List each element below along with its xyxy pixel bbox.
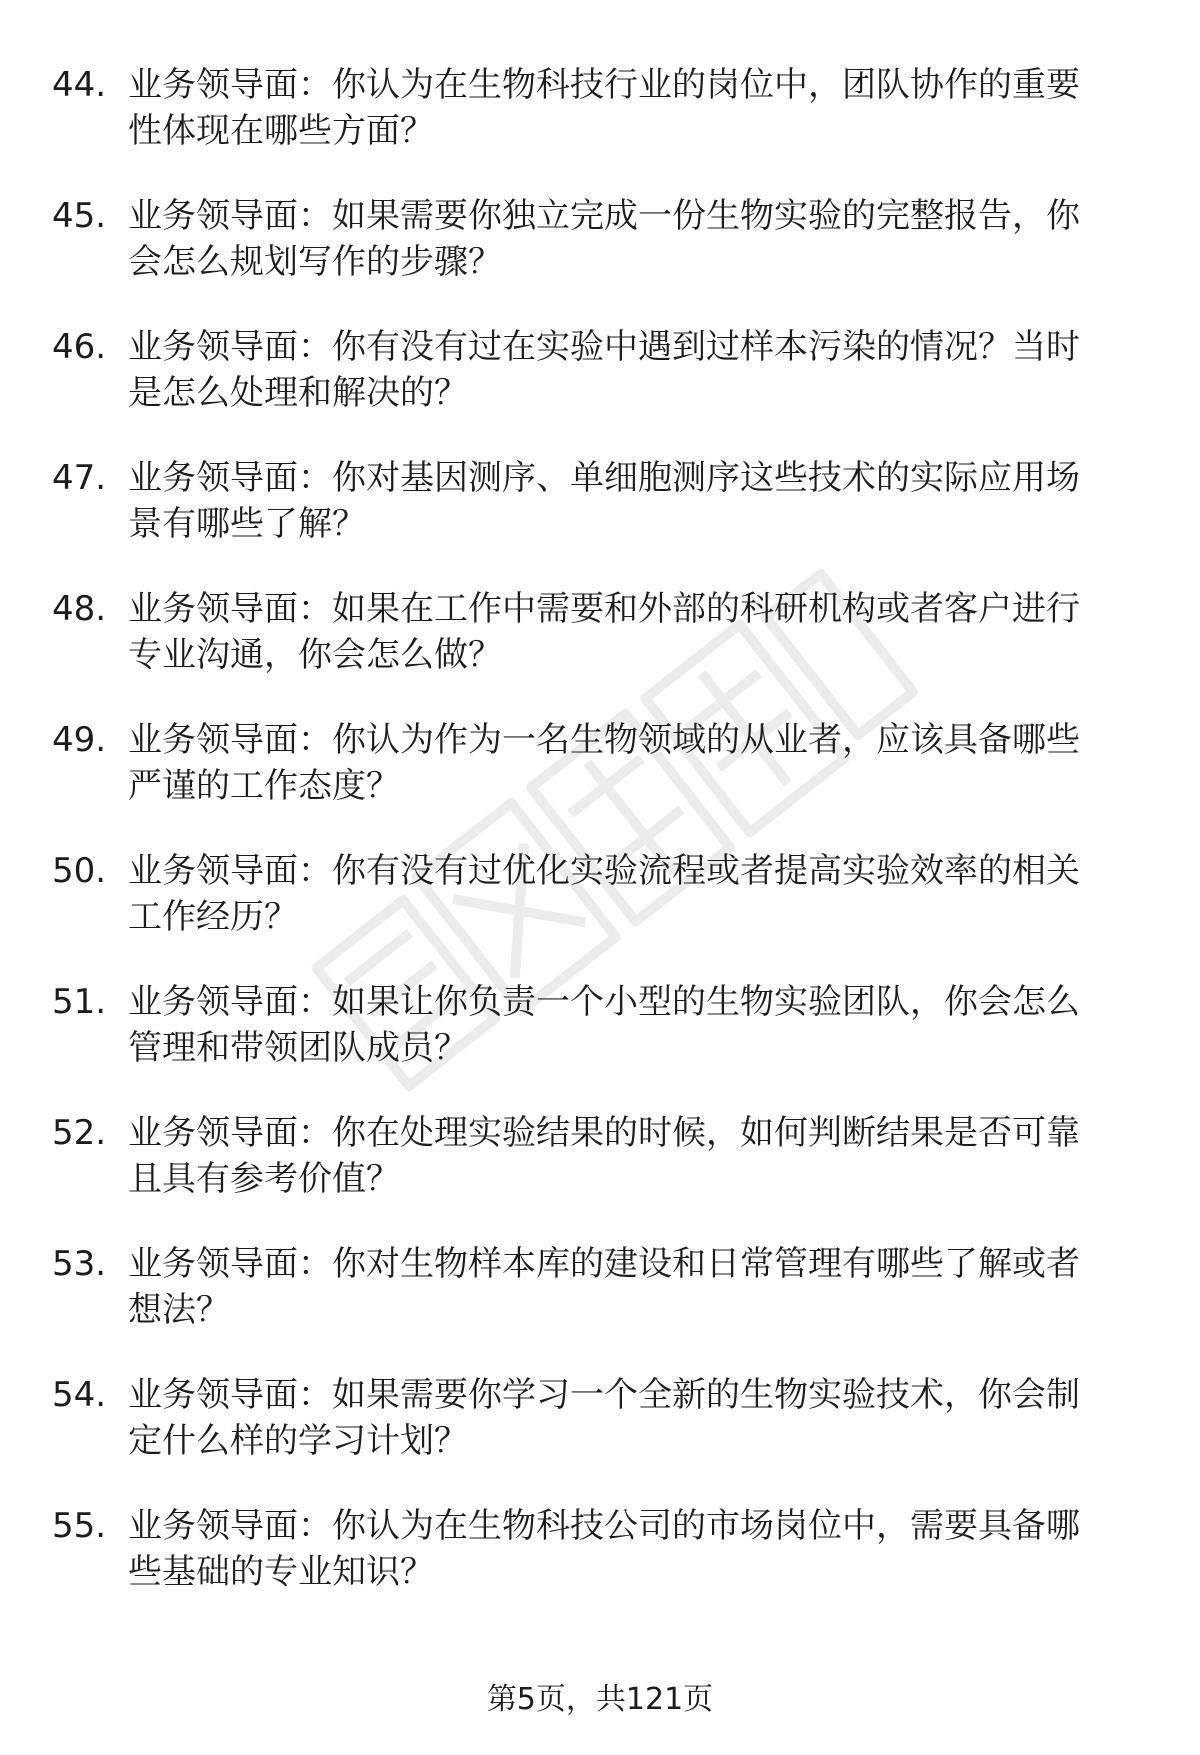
question-line: 专业沟通，你会怎么做？ (128, 635, 502, 675)
question-text (128, 455, 1144, 547)
question-text (128, 979, 1144, 1071)
question-line: 业务领导面：你有没有过优化实验流程或者提高实验效率的相关 (128, 851, 1080, 891)
question-line: 业务领导面：你对生物样本库的建设和日常管理有哪些了解或者 (128, 1244, 1080, 1284)
list-item (52, 848, 1148, 979)
page-footer (0, 1680, 1200, 1720)
question-line: 业务领导面：你对基因测序、单细胞测序这些技术的实际应用场 (128, 458, 1080, 498)
list-item (52, 1110, 1148, 1241)
question-line: 业务领导面：你在处理实验结果的时候，如何判断结果是否可靠 (128, 1113, 1080, 1153)
question-text (128, 1372, 1144, 1464)
question-line: 会怎么规划写作的步骤？ (128, 242, 502, 282)
question-line: 业务领导面：你认为在生物科技行业的岗位中，团队协作的重要 (128, 65, 1080, 105)
question-list (52, 62, 1148, 1634)
question-text (128, 1241, 1144, 1333)
question-text (128, 324, 1144, 416)
question-line: 性体现在哪些方面？ (128, 111, 434, 151)
question-text (128, 1503, 1144, 1595)
list-item (52, 324, 1148, 455)
question-text (128, 62, 1144, 154)
question-line: 管理和带领团队成员？ (128, 1028, 468, 1068)
list-item (52, 717, 1148, 848)
question-line: 业务领导面：你有没有过在实验中遇到过样本污染的情况？当时 (128, 327, 1080, 367)
question-line: 严谨的工作态度？ (128, 766, 400, 806)
question-number: 50. (52, 851, 107, 891)
question-number: 44. (52, 65, 107, 105)
question-line: 工作经历？ (128, 897, 298, 937)
question-number: 55. (52, 1506, 107, 1546)
question-number: 52. (52, 1113, 107, 1153)
question-line: 且具有参考价值？ (128, 1159, 400, 1199)
question-line: 业务领导面：如果在工作中需要和外部的科研机构或者客户进行 (128, 589, 1080, 629)
question-number: 48. (52, 589, 107, 629)
list-item (52, 193, 1148, 324)
question-number: 53. (52, 1244, 107, 1284)
question-line: 业务领导面：如果让你负责一个小型的生物实验团队，你会怎么 (128, 982, 1080, 1022)
question-line: 业务领导面：你认为在生物科技公司的市场岗位中，需要具备哪 (128, 1506, 1080, 1546)
question-line: 定什么样的学习计划？ (128, 1421, 468, 1461)
list-item (52, 979, 1148, 1110)
list-item (52, 586, 1148, 717)
question-number: 49. (52, 720, 107, 760)
question-line: 是怎么处理和解决的？ (128, 373, 468, 413)
question-line: 业务领导面：你认为作为一名生物领域的从业者，应该具备哪些 (128, 720, 1080, 760)
question-line: 景有哪些了解？ (128, 504, 366, 544)
question-number: 51. (52, 982, 107, 1022)
question-text (128, 586, 1144, 678)
question-number: 54. (52, 1375, 107, 1415)
list-item (52, 455, 1148, 586)
page-number-label: 第5页，共121页 (486, 1682, 714, 1717)
question-text (128, 848, 1144, 940)
list-item (52, 1503, 1148, 1634)
question-text (128, 717, 1144, 809)
question-number: 45. (52, 196, 107, 236)
list-item (52, 1241, 1148, 1372)
question-text (128, 1110, 1144, 1202)
question-line: 想法？ (128, 1290, 230, 1330)
list-item (52, 62, 1148, 193)
question-line: 些基础的专业知识？ (128, 1552, 434, 1592)
question-text (128, 193, 1144, 285)
question-line: 业务领导面：如果需要你学习一个全新的生物实验技术，你会制 (128, 1375, 1080, 1415)
list-item (52, 1372, 1148, 1503)
question-line: 业务领导面：如果需要你独立完成一份生物实验的完整报告，你 (128, 196, 1080, 236)
question-number: 47. (52, 458, 107, 498)
question-number: 46. (52, 327, 107, 367)
